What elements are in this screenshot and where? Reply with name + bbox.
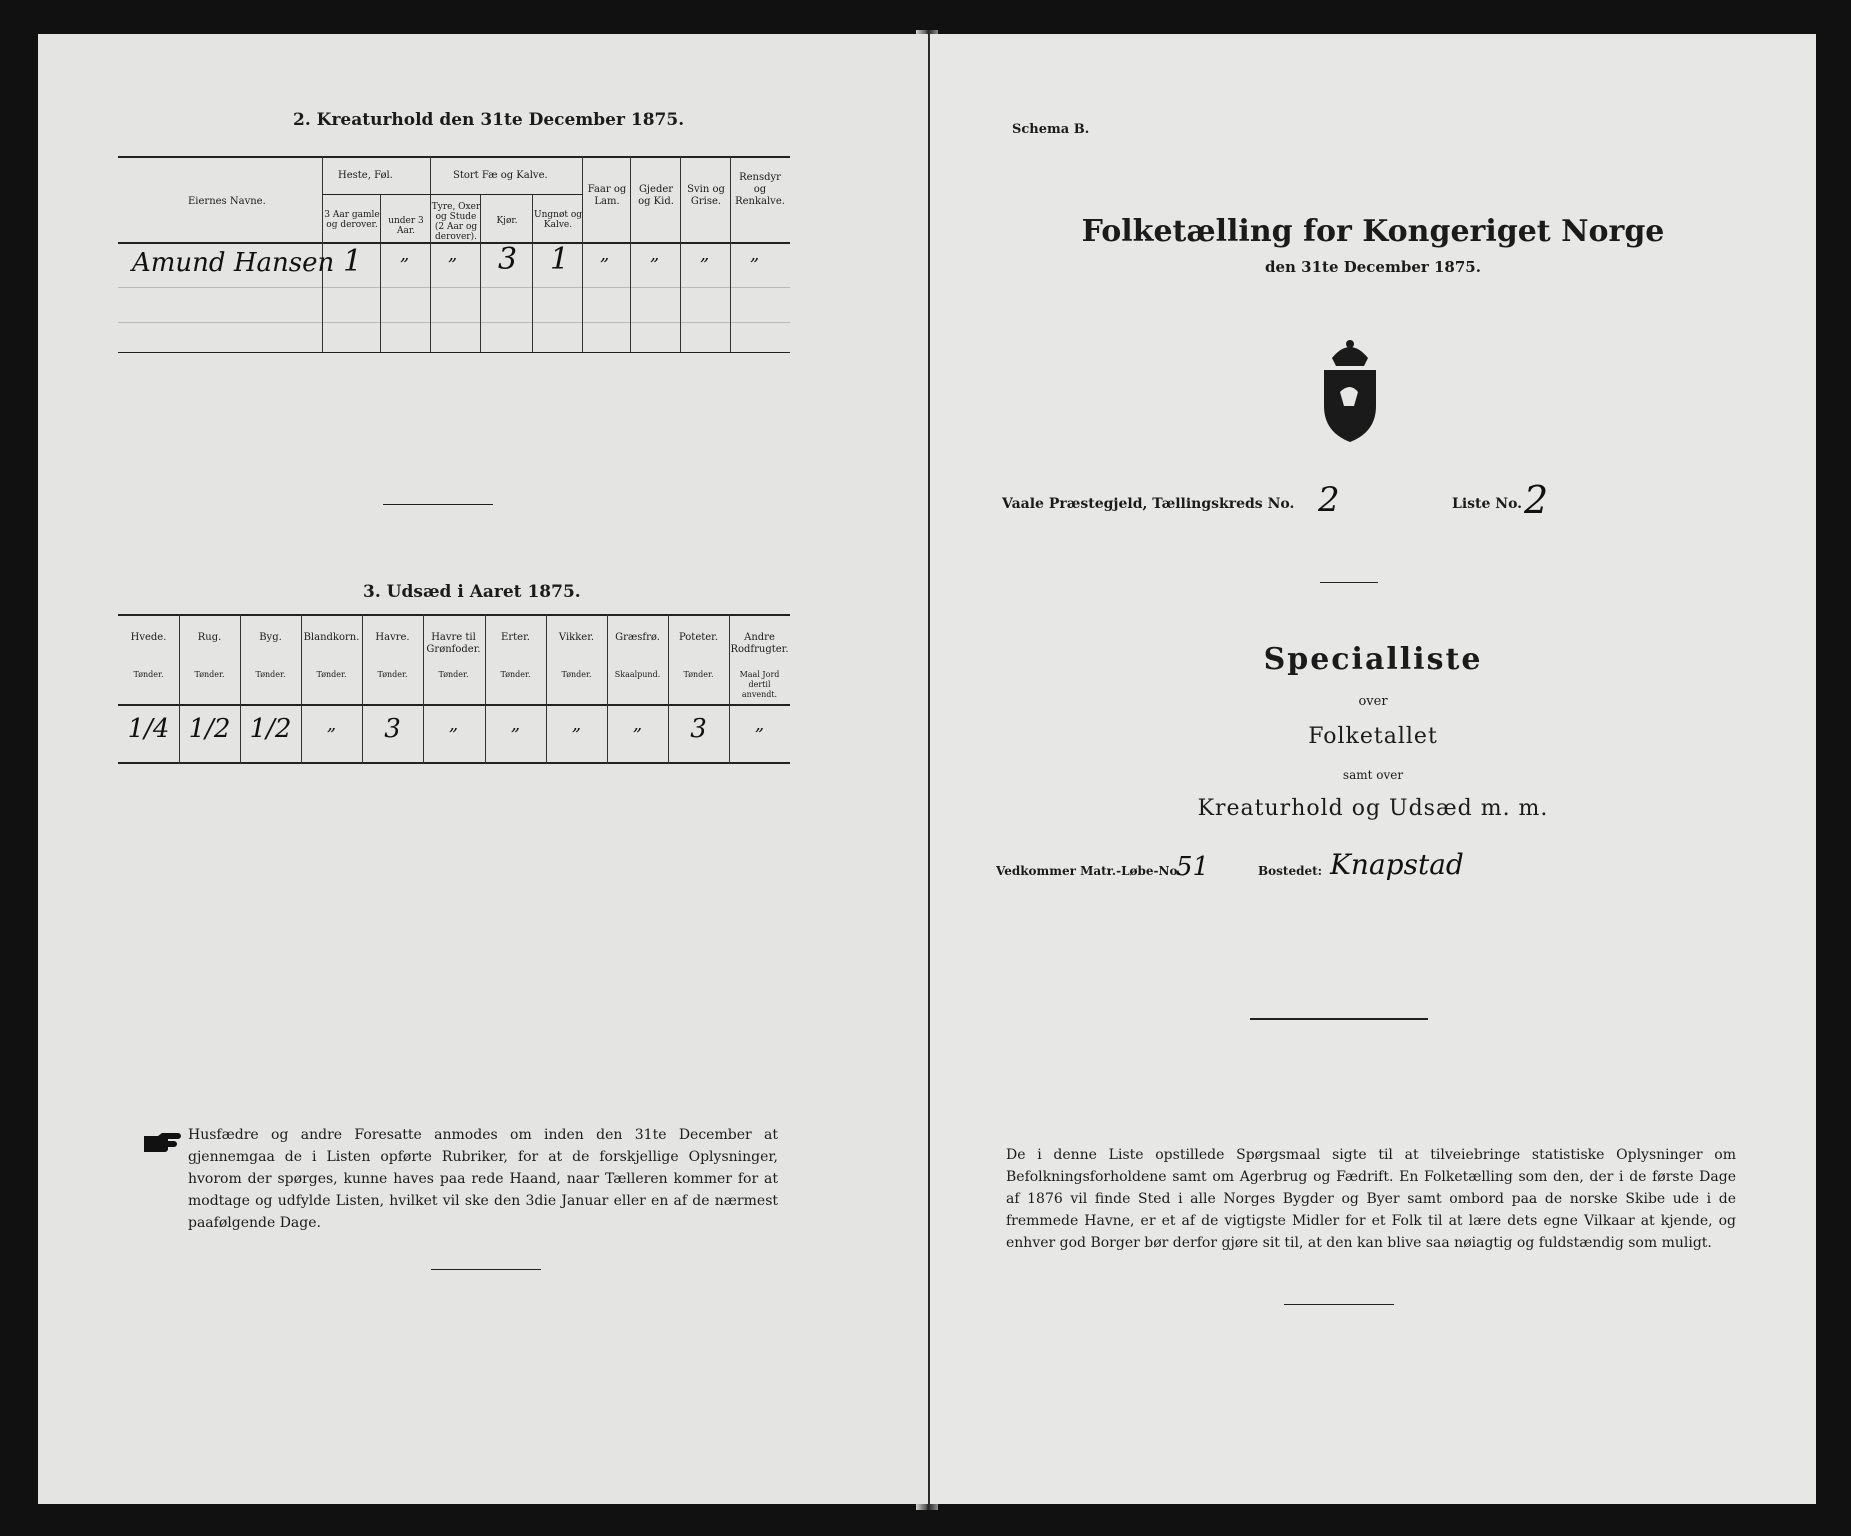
table2-col-divider (380, 194, 381, 352)
section2-title: 2. Kreaturhold den 31te December 1875. (293, 110, 685, 130)
separator-line (1250, 1018, 1428, 1020)
table3-col-name: Poteter. (678, 632, 719, 643)
separator-line (383, 504, 493, 505)
horses-a-cell: 1 (343, 244, 363, 279)
col-goats-header: Gjeder og Kid. (638, 184, 674, 207)
cattle-a-cell: „ (448, 244, 458, 265)
table2-col-divider (630, 156, 631, 352)
col-reindeer-header: Rensdyr og Renkalve. (735, 172, 785, 207)
table3-col-unit: Maal Jord dertil anvendt. (739, 670, 780, 699)
section3-title: 3. Udsæd i Aaret 1875. (363, 582, 581, 602)
table3-col-name: Andre Rodfrugter. (730, 632, 789, 655)
table3-value-cell: „ (510, 714, 521, 735)
goats-cell: „ (650, 244, 660, 265)
table2-col-divider (730, 156, 731, 352)
notice-paragraph: Husfædre og andre Foresatte anmodes om inden den 31te December at gjennemgaa de i Listen opførte Rubriker, for at de forskjellige Oplysninger, hvorom der spørges, kunne haves paa rede Haand, naar Tælleren kommer for at modtage og udfylde Listen, hvilket vil ske den 3die Januar eller en af de nærmest paafølgende Dage. (188, 1127, 778, 1231)
separator-line (1284, 1304, 1394, 1305)
table3-col-unit: Tønder. (255, 670, 286, 679)
horses-b-cell: „ (400, 244, 410, 265)
col-cattle-a-header: Tyre, Oxer og Stude (2 Aar og derover). (431, 202, 481, 242)
table2-col-divider (582, 156, 583, 352)
table3-col-unit: Tønder. (500, 670, 531, 679)
table3-col-unit: Tønder. (316, 670, 347, 679)
col-owner-header: Eiernes Navne. (188, 196, 266, 207)
table3-value-cell: „ (326, 714, 337, 735)
table3-value-cell: 3 (690, 714, 707, 744)
col-sheep-header: Faar og Lam. (587, 184, 627, 207)
folketallet-heading: Folketallet (1308, 724, 1438, 749)
list-label: Liste No. (1452, 496, 1523, 512)
table2-top-rule (118, 156, 790, 158)
right-page (930, 34, 1816, 1504)
table3-col-unit: Tønder. (561, 670, 592, 679)
table2-row-line (118, 322, 790, 323)
table2-bottom-rule (118, 352, 790, 353)
table3-value-cell: „ (754, 714, 765, 735)
col-horses-b-header: under 3 Aar. (388, 216, 424, 236)
table3-value-cell: „ (571, 714, 582, 735)
table3-col-name: Vikker. (558, 632, 595, 643)
col-horses-a-header: 3 Aar gamle og derover. (324, 210, 380, 230)
table3-value-cell: 1/4 (127, 714, 170, 744)
table3-value-cell: „ (632, 714, 643, 735)
cattle-b-cell: 3 (498, 242, 518, 277)
separator-line (1320, 582, 1378, 583)
table3-value-cell: 1/2 (188, 714, 231, 744)
col-pigs-header: Svin og Grise. (687, 184, 725, 207)
table3-col-name: Hvede. (130, 632, 167, 643)
table3-col-unit: Tønder. (683, 670, 714, 679)
table2-subheader-rule (322, 194, 582, 195)
table3-col-unit: Tønder. (133, 670, 164, 679)
census-date: den 31te December 1875. (1265, 258, 1481, 276)
left-page (38, 34, 928, 1504)
table3-col-unit: Tønder. (438, 670, 469, 679)
parish-number: 2 (1318, 480, 1340, 520)
table3-col-name: Havre. (375, 632, 410, 643)
table3-col-unit: Tønder. (377, 670, 408, 679)
purpose-paragraph: De i denne Liste opstillede Spørgsmaal sigte til at tilveiebringe statistiske Oplysninger om Befolkningsforholdene samt om Agerbrug og Fædrift. En Folketælling som den, der i de første Dage af 1876 vil finde Sted i alle Norges Bygder og Byer samt ombord paa de norske Skibe ude i de fremmede Havne, er et af de vigtigste Midler for et Folk til at lære dets egne Vilkaar at kjende, og enhver god Borger bør derfor gjøre sit til, at den kan blive saa nøiagtig og fuldstændig som muligt. (1006, 1147, 1736, 1251)
owner-name-cell: Amund Hansen (132, 248, 335, 278)
sheep-cell: „ (600, 244, 610, 265)
table2-col-divider (430, 156, 431, 352)
specialliste-heading: Specialliste (1263, 642, 1483, 677)
reindeer-cell: „ (750, 244, 760, 265)
census-title: Folketælling for Kongeriget Norge (1081, 214, 1665, 249)
table3-col-unit: Skaalpund. (614, 670, 661, 679)
table3-col-name: Byg. (259, 632, 282, 643)
table3-col-name: Erter. (501, 632, 530, 643)
separator-line (431, 1269, 541, 1270)
matr-number: 51 (1176, 852, 1210, 882)
table2-col-divider (680, 156, 681, 352)
list-number: 2 (1524, 478, 1549, 522)
schema-label: Schema B. (1012, 122, 1090, 137)
table3-header-rule (118, 704, 790, 706)
table3-value-cell: 3 (384, 714, 401, 744)
samt-over-label: samt over (1342, 768, 1404, 782)
coat-of-arms-icon (1312, 336, 1388, 446)
pointing-hand-icon (142, 1130, 182, 1154)
cattle-c-cell: 1 (550, 242, 570, 277)
table2-col-divider (532, 194, 533, 352)
kreaturhold-heading: Kreaturhold og Udsæd m. m. (1197, 796, 1549, 821)
table3-col-name: Havre til Grønfoder. (426, 632, 481, 655)
table3-top-rule (118, 614, 790, 616)
table3-col-name: Rug. (197, 632, 222, 643)
table3-col-unit: Tønder. (194, 670, 225, 679)
parish-label: Vaale Præstegjeld, Tællingskreds No. (1002, 496, 1295, 512)
over-label: over (1358, 694, 1388, 709)
table3-col-name: Blandkorn. (303, 632, 360, 643)
table3-bottom-rule (118, 762, 790, 764)
col-cattle-header: Stort Fæ og Kalve. (453, 170, 548, 181)
col-cattle-c-header: Ungnøt og Kalve. (534, 210, 583, 230)
matr-label: Vedkommer Matr.-Løbe-No. (996, 864, 1182, 878)
pigs-cell: „ (700, 244, 710, 265)
table2-row-line (118, 287, 790, 288)
bosted-value: Knapstad (1330, 848, 1464, 881)
col-horses-header: Heste, Føl. (338, 170, 393, 181)
table3-value-cell: „ (448, 714, 459, 735)
bosted-label: Bostedet: (1258, 864, 1323, 878)
table3-value-cell: 1/2 (249, 714, 292, 744)
col-cattle-b-header: Kjør. (496, 216, 518, 226)
table3-col-name: Græsfrø. (615, 632, 660, 643)
